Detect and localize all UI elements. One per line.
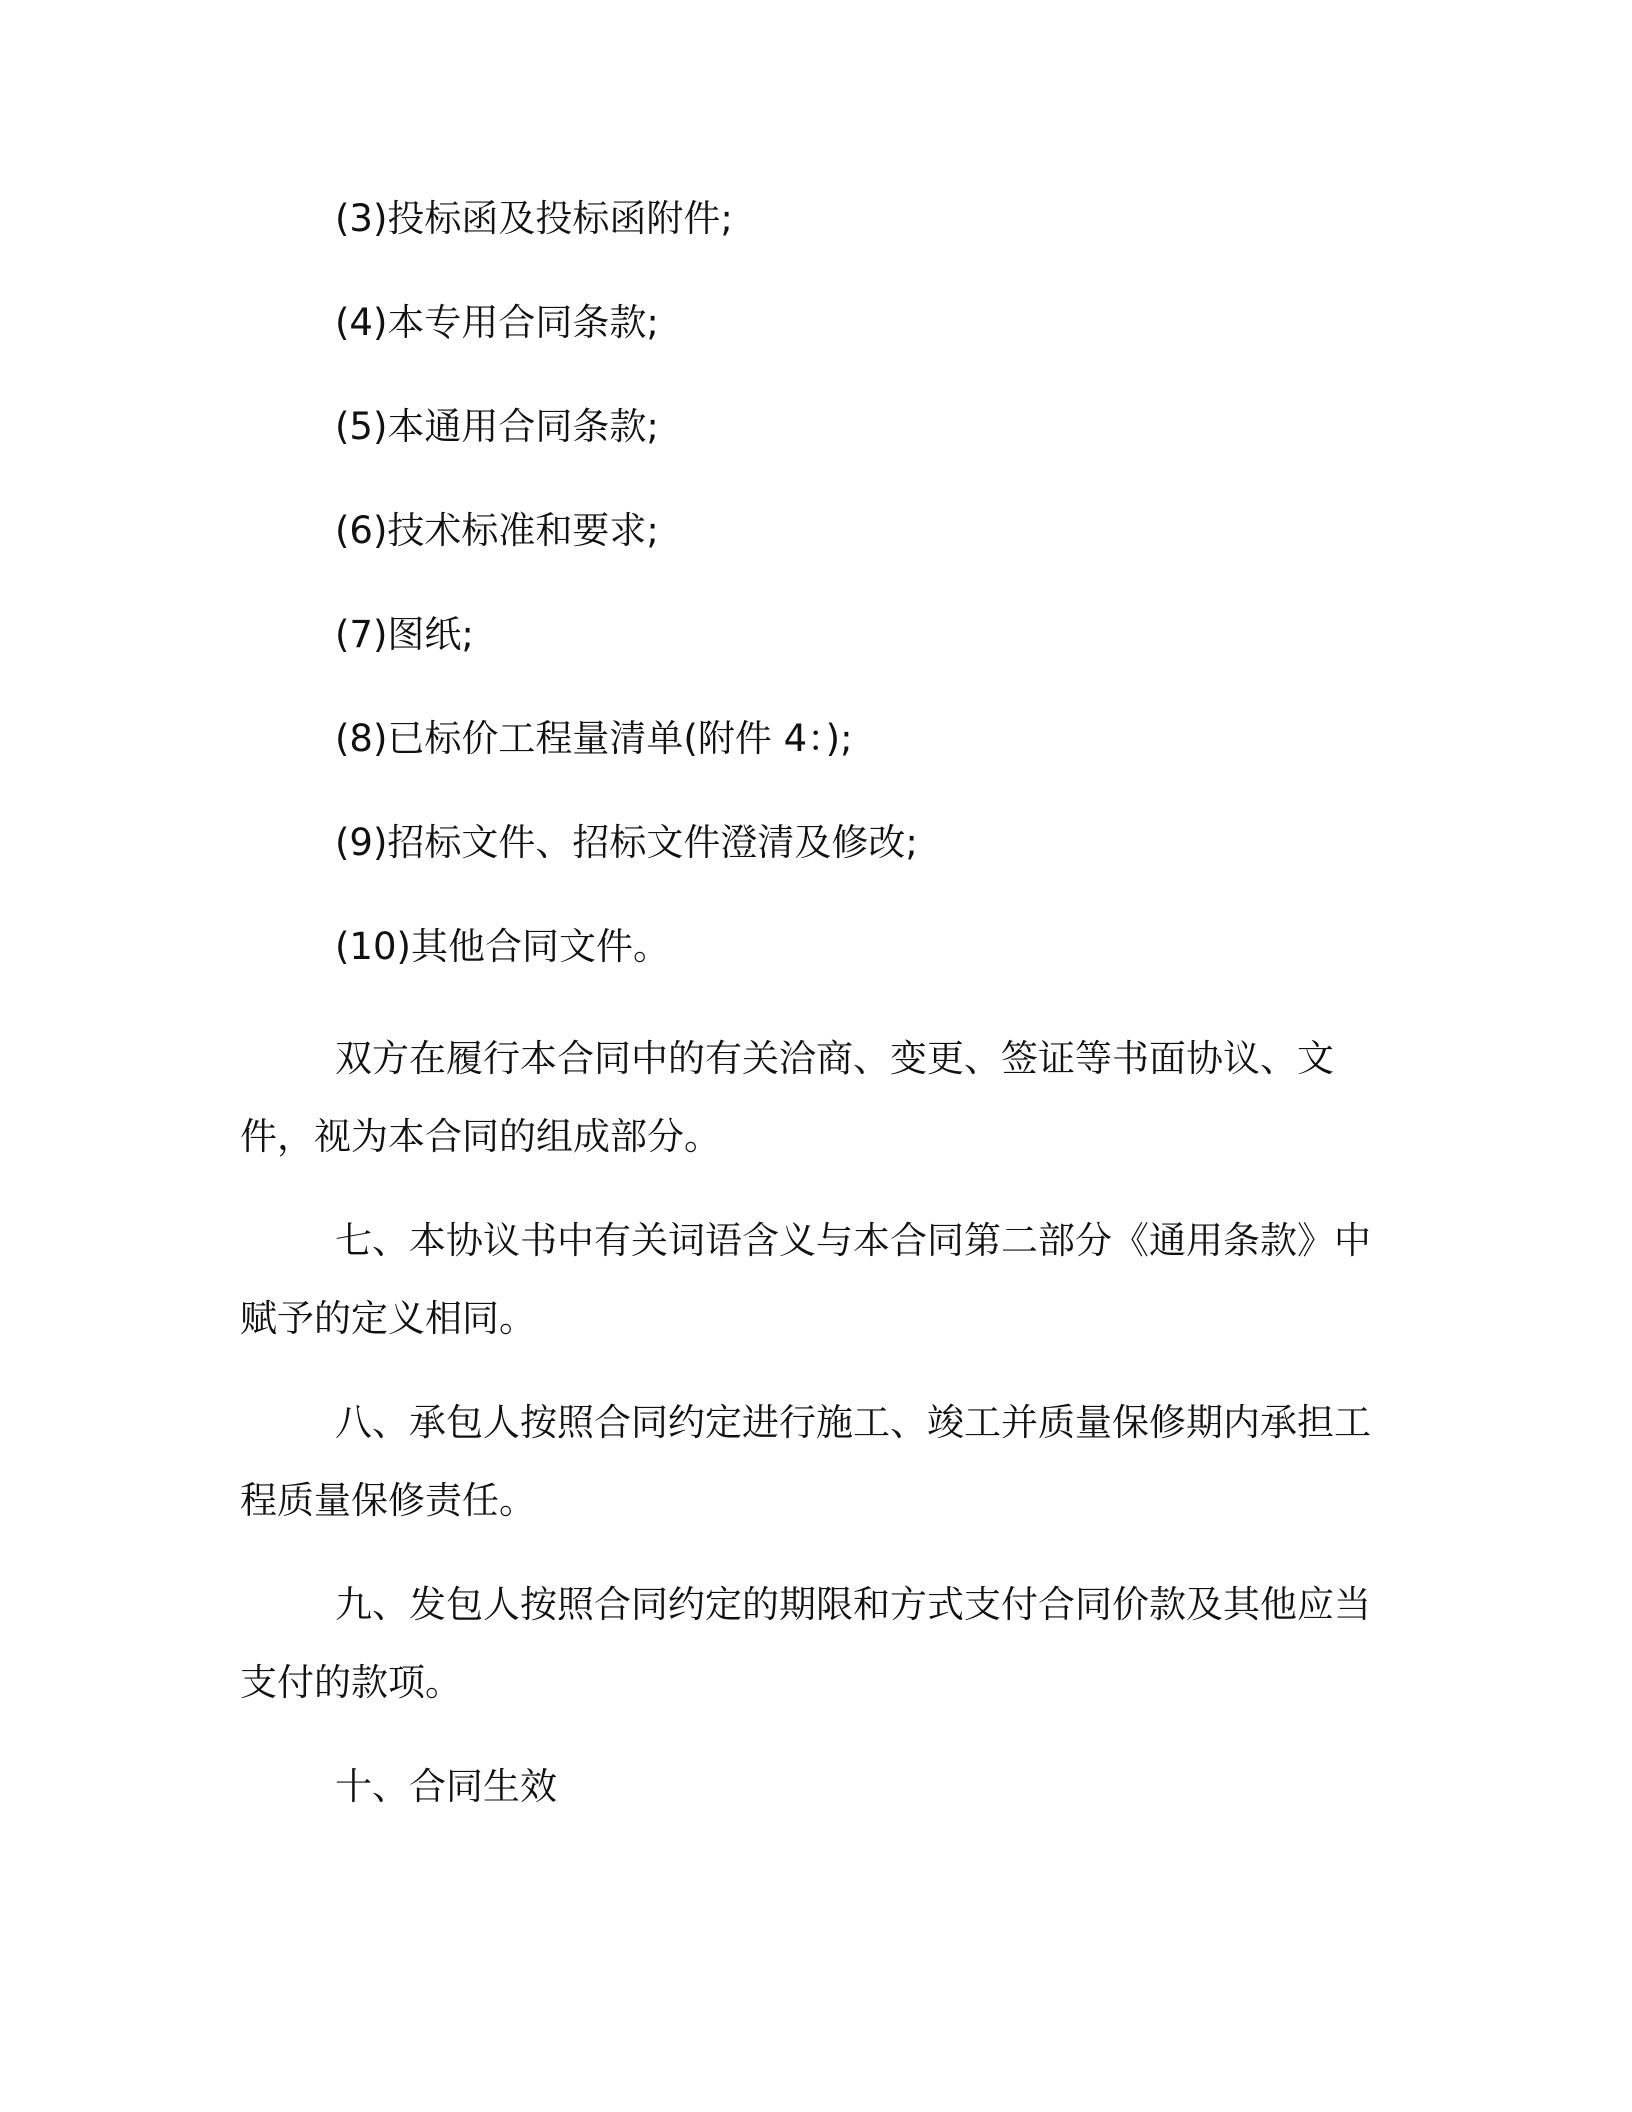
- list-item: (8)已标价工程量清单(附件 4：);: [335, 717, 853, 760]
- paragraph-clause-7: 七、本协议书中有关词语含义与本合同第二部分《通用条款》中赋予的定义相同。: [240, 1219, 1371, 1340]
- list-item: (9)招标文件、招标文件澄清及修改;: [335, 821, 918, 864]
- list-item: (6)技术标准和要求;: [335, 509, 659, 552]
- list-item: (7)图纸;: [335, 613, 474, 656]
- paragraph-clause-9: 九、发包人按照合同约定的期限和方式支付合同价款及其他应当支付的款项。: [240, 1583, 1371, 1704]
- paragraph-clause-8: 八、承包人按照合同约定进行施工、竣工并质量保修期内承担工程质量保修责任。: [240, 1401, 1371, 1522]
- paragraph-amendments: 双方在履行本合同中的有关洽商、变更、签证等书面协议、文件，视为本合同的组成部分。: [240, 1037, 1334, 1158]
- list-item: (10)其他合同文件。: [335, 925, 670, 968]
- list-item: (3)投标函及投标函附件;: [335, 197, 733, 240]
- list-item: (5)本通用合同条款;: [335, 405, 659, 448]
- section-heading-contract-effect: 十、合同生效: [335, 1765, 557, 1808]
- list-item: (4)本专用合同条款;: [335, 301, 659, 344]
- body-paragraphs: [240, 1020, 1390, 1826]
- contract-documents-list: [335, 194, 918, 1026]
